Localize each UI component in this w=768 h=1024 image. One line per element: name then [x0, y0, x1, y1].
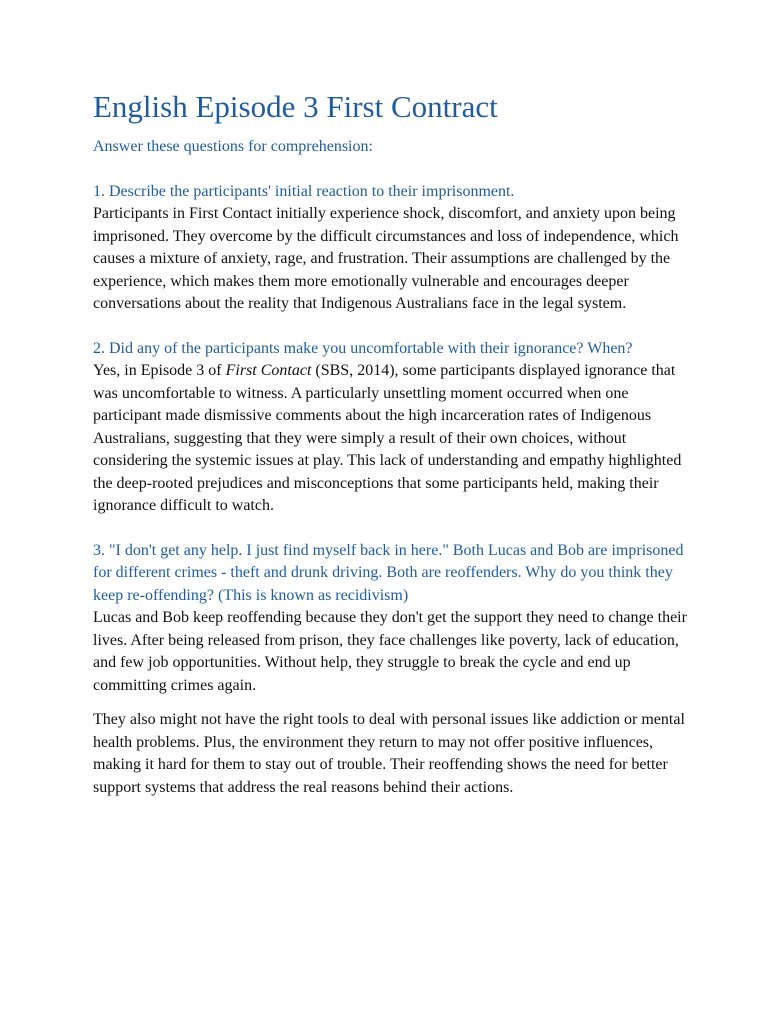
- answer-2: [93, 360, 693, 518]
- answer-1: Participants in First Contact initially experience shock, discomfort, and anxiety upon being imprisoned. They overcome by the difficult circumstances and loss of independence, which causes a mixture of anxiety, rage, and frustration. Their assumptions are challenged by the experience, which makes them more emotionally vulnerable and encourages deeper conversations about the reality that Indigenous Australians face in the legal system.: [93, 205, 679, 312]
- question-2: 2. Did any of the participants make you uncomfortable with their ignorance? When?: [93, 339, 633, 357]
- question-3: 3. "I don't get any help. I just find myself back in here." Both Lucas and Bob are imprisoned for different crimes - theft and drunk driving. Both are reoffenders. Why do you think they keep re-offending? (This is known as recidivism): [93, 541, 684, 604]
- answer-3-paragraph-2: They also might not have the right tools to deal with personal issues like addiction or mental health problems. Plus, the environment they return to may not offer positive influences, making it hard for them to stay out of trouble. Their reoffending shows the need for better support systems that address the real reasons behind their actions.: [93, 711, 685, 796]
- document-page: [93, 88, 693, 821]
- answer-3-paragraph-1: Lucas and Bob keep reoffending because they don't get the support they need to change their lives. After being released from prison, they face challenges like poverty, lack of education, and few job opportunities. Without help, they struggle to break the cycle and end up committing crimes again.: [93, 609, 687, 694]
- intro-text: Answer these questions for comprehension:: [93, 138, 373, 155]
- question-1: 1. Describe the participants' initial reaction to their imprisonment.: [93, 182, 515, 200]
- answer-2-post: (SBS, 2014), some participants displayed ignorance that was uncomfortable to witness. A particularly unsettling moment occurred when one participant made dismissive comments about the high incarceration rates of Indigenous Australians, suggesting that they were simply a result of their own choices, without considering the systemic issues at play. This lack of understanding and empathy highlighted the deep-rooted prejudices and misconceptions that some participants held, making their ignorance difficult to watch.: [93, 362, 682, 514]
- answer-2-pre: Yes, in Episode 3 of: [93, 362, 226, 379]
- answer-2-show-title: First Contact: [225, 362, 312, 379]
- document-title: English Episode 3 First Contract: [93, 89, 498, 124]
